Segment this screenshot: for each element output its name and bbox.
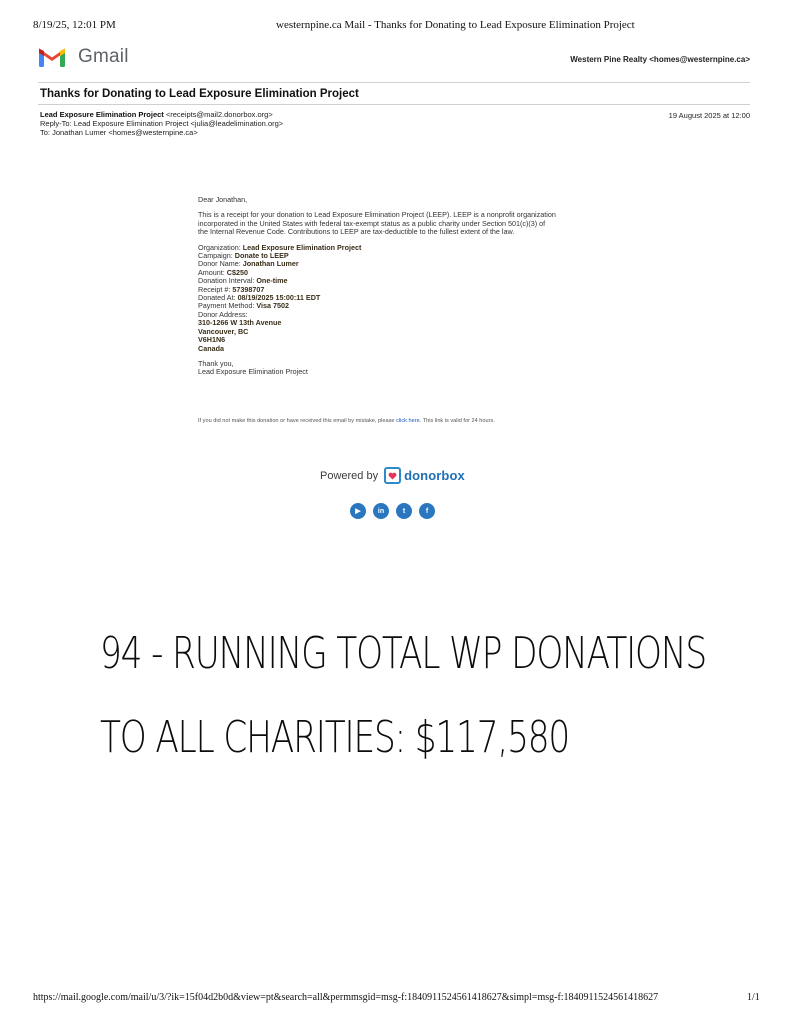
address-line-1 xyxy=(198,319,618,327)
powered-by-label: Powered by xyxy=(320,469,379,482)
print-page-number: 1/1 xyxy=(747,992,760,1003)
signoff: Lead Exposure Elimination Project xyxy=(198,367,308,377)
intro-line-1: This is a receipt for your donation to Lead Exposure Elimination Project (LEEP). LEEP is a nonprofit organization xyxy=(198,210,556,220)
from-name: Lead Exposure Elimination Project xyxy=(40,110,164,119)
address-line-3 xyxy=(198,336,618,344)
intro-line-3: the Internal Revenue Code. Contributions to LEEP are tax-deductible to the fullest extent of the law. xyxy=(198,227,515,237)
intro-line-2: incorporated in the United States with federal tax-exempt status as a public charity under Section 501(c)(3) of xyxy=(198,218,546,228)
field-value: Donate to LEEP xyxy=(234,251,289,261)
to-line: To: Jonathan Lumer <homes@westernpine.ca> xyxy=(40,127,198,137)
print-url: https://mail.google.com/mail/u/3/?ik=15f04d2b0d&view=pt&search=all&permmsgid=msg-f:1840911524561418627&simpl=msg-f:1840911524561418627 xyxy=(33,992,659,1003)
field-label: Amount: xyxy=(198,267,227,277)
thanks: Thank you, xyxy=(198,358,234,368)
field-label: Donor Name: xyxy=(198,259,243,269)
print-title: westernpine.ca Mail - Thanks for Donating to Lead Exposure Elimination Project xyxy=(276,19,635,31)
field-label: Donation Interval: xyxy=(198,276,257,286)
address-line-4 xyxy=(198,345,618,353)
gmail-logo[interactable] xyxy=(38,46,129,68)
handwritten-note-line-1: 94 - RUNNING TOTAL WP DONATIONS xyxy=(100,628,707,679)
field-label: Campaign: xyxy=(198,251,235,261)
field-label: Organization: xyxy=(198,242,243,252)
field-value: Lead Exposure Elimination Project xyxy=(242,242,362,252)
powered-by-donorbox[interactable] xyxy=(320,467,465,484)
address-label: Donor Address: xyxy=(198,309,248,319)
facebook-icon[interactable]: f xyxy=(419,503,435,519)
linkedin-icon[interactable]: in xyxy=(373,503,389,519)
subject-divider xyxy=(38,104,750,105)
field-label: Receipt #: xyxy=(198,284,233,294)
account-label: Western Pine Realty <homes@westernpine.ca> xyxy=(570,55,750,64)
gmail-m-icon xyxy=(38,46,66,68)
address-line-2 xyxy=(198,328,618,336)
email-date: 19 August 2025 at 12:00 xyxy=(668,111,750,120)
reply-to-line: Reply-To: Lead Exposure Elimination Project <julia@leadelimination.org> xyxy=(40,118,284,128)
print-date: 8/19/25, 12:01 PM xyxy=(33,19,116,31)
email-subject: Thanks for Donating to Lead Exposure Elimination Project xyxy=(40,88,359,100)
field-payment-method xyxy=(198,302,618,310)
handwritten-note-line-2: TO ALL CHARITIES: $117,580 xyxy=(100,712,570,763)
header-divider xyxy=(38,82,750,83)
twitter-icon[interactable]: t xyxy=(396,503,412,519)
gmail-wordmark: Gmail xyxy=(78,46,129,67)
donorbox-heart-icon xyxy=(384,467,401,484)
field-value: Visa 7502 xyxy=(256,301,289,311)
field-value: 08/19/2025 15:00:11 EDT xyxy=(237,293,321,303)
greeting: Dear Jonathan, xyxy=(198,195,248,204)
youtube-icon[interactable]: ▶ xyxy=(350,503,366,519)
donorbox-wordmark: donorbox xyxy=(404,468,465,483)
disclaimer-text-end: . This link is valid for 24 hours. xyxy=(419,418,495,424)
disclaimer xyxy=(198,418,495,424)
field-value: One-time xyxy=(256,276,288,286)
field-value: 57398707 xyxy=(232,284,265,294)
field-donor-name xyxy=(198,260,618,268)
field-label: Payment Method: xyxy=(198,301,257,311)
from-address: <receipts@mail2.donorbox.org> xyxy=(165,110,273,119)
field-value: C$250 xyxy=(226,267,248,277)
email-meta xyxy=(40,111,283,137)
field-label: Donated At: xyxy=(198,293,238,303)
receipt-body xyxy=(198,196,618,377)
address-value: V6H1N6 xyxy=(198,335,226,345)
address-value: 310-1266 W 13th Avenue xyxy=(198,318,282,328)
field-value: Jonathan Lumer xyxy=(242,259,299,269)
disclaimer-text: If you did not make this donation or have received this email by mistake, please xyxy=(198,418,397,424)
social-links xyxy=(350,503,435,519)
address-value: Vancouver, BC xyxy=(198,326,249,336)
click-here-link[interactable]: click here xyxy=(396,418,420,424)
address-value: Canada xyxy=(198,343,224,353)
